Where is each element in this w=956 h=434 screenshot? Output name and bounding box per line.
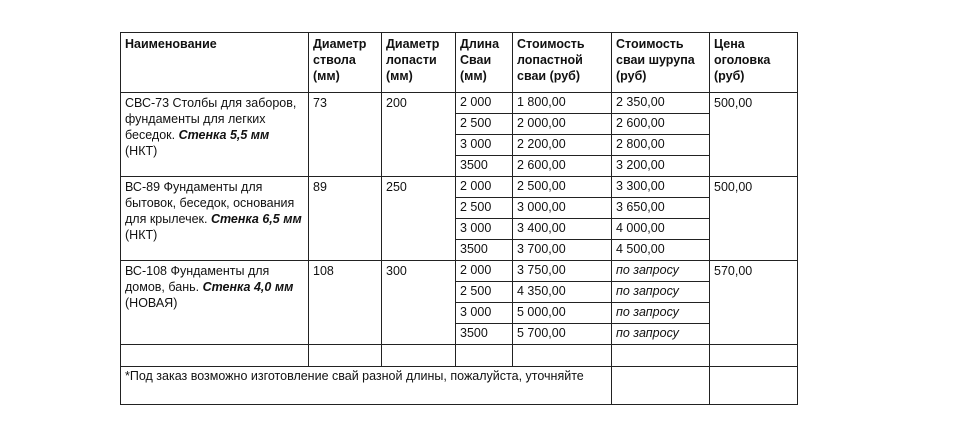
header-screw-pile-price: Стоимость сваи шурупа (руб)	[612, 33, 710, 93]
screw-pile-price: по запросу	[612, 303, 710, 324]
pile-length: 2 500	[456, 282, 513, 303]
blade-pile-price: 5 700,00	[513, 324, 612, 345]
blank-cell	[710, 367, 798, 405]
shaft-diameter: 89	[309, 177, 382, 261]
blade-pile-price: 3 400,00	[513, 219, 612, 240]
pile-length: 3500	[456, 324, 513, 345]
pile-length: 2 000	[456, 93, 513, 114]
table-row	[121, 177, 798, 198]
blade-pile-price: 4 350,00	[513, 282, 612, 303]
screw-pile-price: 2 800,00	[612, 135, 710, 156]
blank-cell	[309, 345, 382, 367]
blank-cell	[456, 345, 513, 367]
pile-length: 2 000	[456, 177, 513, 198]
blank-cell	[612, 367, 710, 405]
screw-pile-price: по запросу	[612, 282, 710, 303]
blade-diameter: 250	[382, 177, 456, 261]
blade-pile-price: 2 500,00	[513, 177, 612, 198]
blade-pile-price: 2 000,00	[513, 114, 612, 135]
pile-length: 3500	[456, 240, 513, 261]
screw-pile-price: 4 500,00	[612, 240, 710, 261]
blade-diameter: 200	[382, 93, 456, 177]
head-price: 500,00	[710, 93, 798, 177]
blade-diameter: 300	[382, 261, 456, 345]
price-table	[120, 32, 798, 405]
blank-cell	[612, 345, 710, 367]
header-name: Наименование	[121, 33, 309, 93]
screw-pile-price: 2 350,00	[612, 93, 710, 114]
screw-pile-price: 3 200,00	[612, 156, 710, 177]
header-shaft-diameter: Диаметр ствола (мм)	[309, 33, 382, 93]
table-row	[121, 261, 798, 282]
screw-pile-price: по запросу	[612, 261, 710, 282]
head-price: 500,00	[710, 177, 798, 261]
header-blade-diameter: Диаметр лопасти (мм)	[382, 33, 456, 93]
blade-pile-price: 3 700,00	[513, 240, 612, 261]
blade-pile-price: 2 200,00	[513, 135, 612, 156]
pile-length: 2 500	[456, 198, 513, 219]
pile-length: 3 000	[456, 303, 513, 324]
footnote: *Под заказ возможно изготовление свай разной длины, пожалуйста, уточняйте	[121, 367, 612, 405]
blank-cell	[513, 345, 612, 367]
blade-pile-price: 1 800,00	[513, 93, 612, 114]
pile-length: 2 000	[456, 261, 513, 282]
shaft-diameter: 73	[309, 93, 382, 177]
product-name: ВС-89 Фундаменты для бытовок, беседок, основания для крылечек. Стенка 6,5 мм (НКТ)	[121, 177, 309, 261]
header-row	[121, 33, 798, 93]
head-price: 570,00	[710, 261, 798, 345]
blade-pile-price: 3 000,00	[513, 198, 612, 219]
screw-pile-price: 4 000,00	[612, 219, 710, 240]
screw-pile-price: 2 600,00	[612, 114, 710, 135]
screw-pile-price: 3 300,00	[612, 177, 710, 198]
screw-pile-price: по запросу	[612, 324, 710, 345]
blade-pile-price: 3 750,00	[513, 261, 612, 282]
pile-length: 3500	[456, 156, 513, 177]
pile-length: 3 000	[456, 135, 513, 156]
blank-cell	[382, 345, 456, 367]
header-pile-length: Длина Сваи (мм)	[456, 33, 513, 93]
product-name: ВС-108 Фундаменты для домов, бань. Стенка 4,0 мм (НОВАЯ)	[121, 261, 309, 345]
table-row	[121, 93, 798, 114]
screw-pile-price: 3 650,00	[612, 198, 710, 219]
blade-pile-price: 2 600,00	[513, 156, 612, 177]
blade-pile-price: 5 000,00	[513, 303, 612, 324]
blank-cell	[710, 345, 798, 367]
header-blade-pile-price: Стоимость лопастной сваи (руб)	[513, 33, 612, 93]
blank-row	[121, 345, 798, 367]
product-name: СВС-73 Столбы для заборов, фундаменты для легких беседок. Стенка 5,5 мм (НКТ)	[121, 93, 309, 177]
blank-cell	[121, 345, 309, 367]
header-head-price: Цена оголовка (руб)	[710, 33, 798, 93]
pile-length: 2 500	[456, 114, 513, 135]
shaft-diameter: 108	[309, 261, 382, 345]
footnote-row	[121, 367, 798, 405]
pile-length: 3 000	[456, 219, 513, 240]
